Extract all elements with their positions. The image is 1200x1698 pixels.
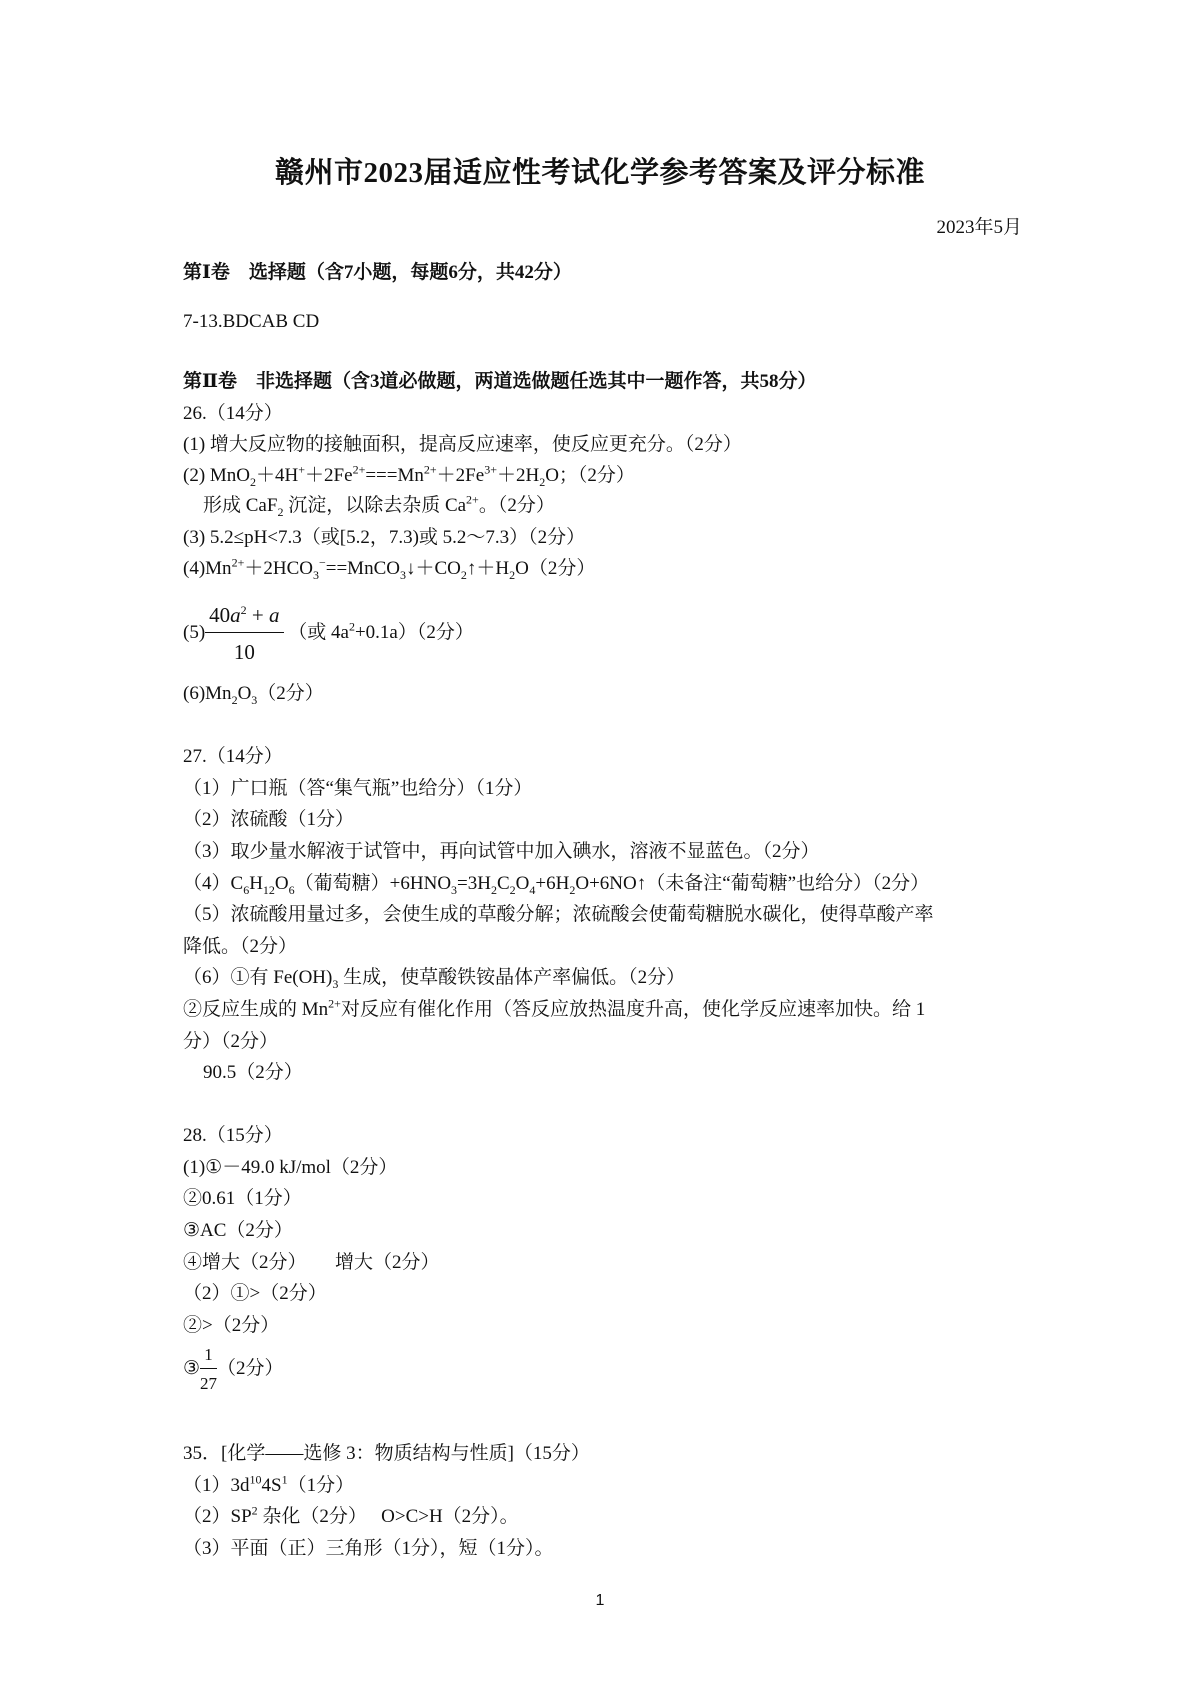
q27-answer-6c: 分）（2分） <box>183 1031 279 1052</box>
q26-answer-5: (5) $\frac{40a^2 + a}{10}$ （或 $4a^2+0.1a)(2$分） <box>183 600 474 667</box>
q28-answer-3: ③AC（2分） <box>183 1220 293 1241</box>
q27-answer-6: （6）①有 $Fe(OH)_3$ 生成，使草酸铁铵晶体产率偏低。（2分） <box>183 967 686 991</box>
fraction: $\frac{1}{27}$ <box>200 1345 218 1393</box>
q26-answer-6: $(6)Mn_2O_3(2$分） <box>183 683 324 707</box>
q28-answer-2: ②0.61（1分） <box>183 1188 302 1209</box>
q28-answer-1: (1)①－49.0 kJ/mol（2分） <box>183 1157 398 1178</box>
q28-answer-4: ④增大（2分） 增大（2分） <box>183 1252 440 1273</box>
q27-answer-5: （5）浓硫酸用量过多，会使生成的草酸分解；浓硫酸会使葡萄糖脱水碳化，使得草酸产率 <box>183 904 934 925</box>
q27-answer-2: （2）浓硫酸（1分） <box>183 809 355 830</box>
q27-answer-6d: 90.5（2分） <box>203 1062 303 1083</box>
part2-heading: 第Ⅱ卷 非选择题（含3道必做题，两道选做题任选其中一题作答，共58分） <box>183 371 817 392</box>
q26-answer-1: (1) 增大反应物的接触面积，提高反应速率，使反应更充分。（2分） <box>183 434 742 455</box>
q28-answer-7: ③ $\frac{1}{27}$ （2分） <box>183 1345 284 1393</box>
document-date: 2023年5月 <box>936 217 1022 238</box>
q28-header: 28.（15分） <box>183 1125 283 1146</box>
q28-answer-5: （2）①>（2分） <box>183 1283 327 1304</box>
q26-header: 26.（14分） <box>183 403 283 424</box>
q27-answer-6b: ②反应生成的 $Mn^{2+}$对反应有催化作用（答反应放热温度升高，使化学反应速率加快。给 1 <box>183 996 926 1020</box>
q26-answer-2: (2) $MnO_2+4H^++2Fe^{2+}===Mn^{2+}+2Fe^{3+}+2H_2O$；（2分） <box>183 462 635 489</box>
page-title: 赣州市2023届适应性考试化学参考答案及评分标准 <box>274 157 925 189</box>
q27-answer-5b: 降低。（2分） <box>183 936 298 957</box>
page-number: 1 <box>595 1592 605 1609</box>
q35-answer-3: （3）平面（正）三角形（1分），短（1分）。 <box>183 1538 554 1559</box>
fraction: $\frac{40a^2 + a}{10}$ <box>205 600 283 667</box>
part1-heading: 第Ⅰ卷 选择题（含7小题，每题6分，共42分） <box>183 262 572 283</box>
q26-answer-3: (3) 5.2≤pH<7.3（或[5.2，7.3)或 5.2～7.3）（2分） <box>183 527 586 548</box>
q27-answer-3: （3）取少量水解液于试管中，再向试管中加入碘水，溶液不显蓝色。（2分） <box>183 841 820 862</box>
q27-answer-4: $(4)C_6H_{12}O_6$（葡萄糖）$+6HNO_3=3H_2C_2O_4+6H_2O+6NO↑$（未备注“葡萄糖”也给分）（2分） <box>183 873 930 897</box>
q35-answer-1: $(1)3d^{10}4S^1(1$分） <box>183 1472 355 1496</box>
q28-answer-6: ②>（2分） <box>183 1315 280 1336</box>
q26-answer-4: $(4)Mn^{2+}+2HCO_3^-==MnCO_3↓+CO_2↑+H_2O(2$分） <box>183 555 596 582</box>
q35-answer-2: $(2)SP^2$ 杂化（2分） O>C>H（2分）。 <box>183 1503 519 1527</box>
part1-answers: 7-13.BDCAB CD <box>183 311 320 332</box>
q35-header: 35．[化学——选修 3：物质结构与性质]（15分） <box>183 1443 590 1464</box>
q26-answer-2b: 形成 CaF$_2$ 沉淀，以除去杂质 $Ca^{2+}$。（2分） <box>203 492 555 519</box>
q27-header: 27.（14分） <box>183 746 283 767</box>
q27-answer-1: （1）广口瓶（答“集气瓶”也给分）（1分） <box>183 778 533 799</box>
